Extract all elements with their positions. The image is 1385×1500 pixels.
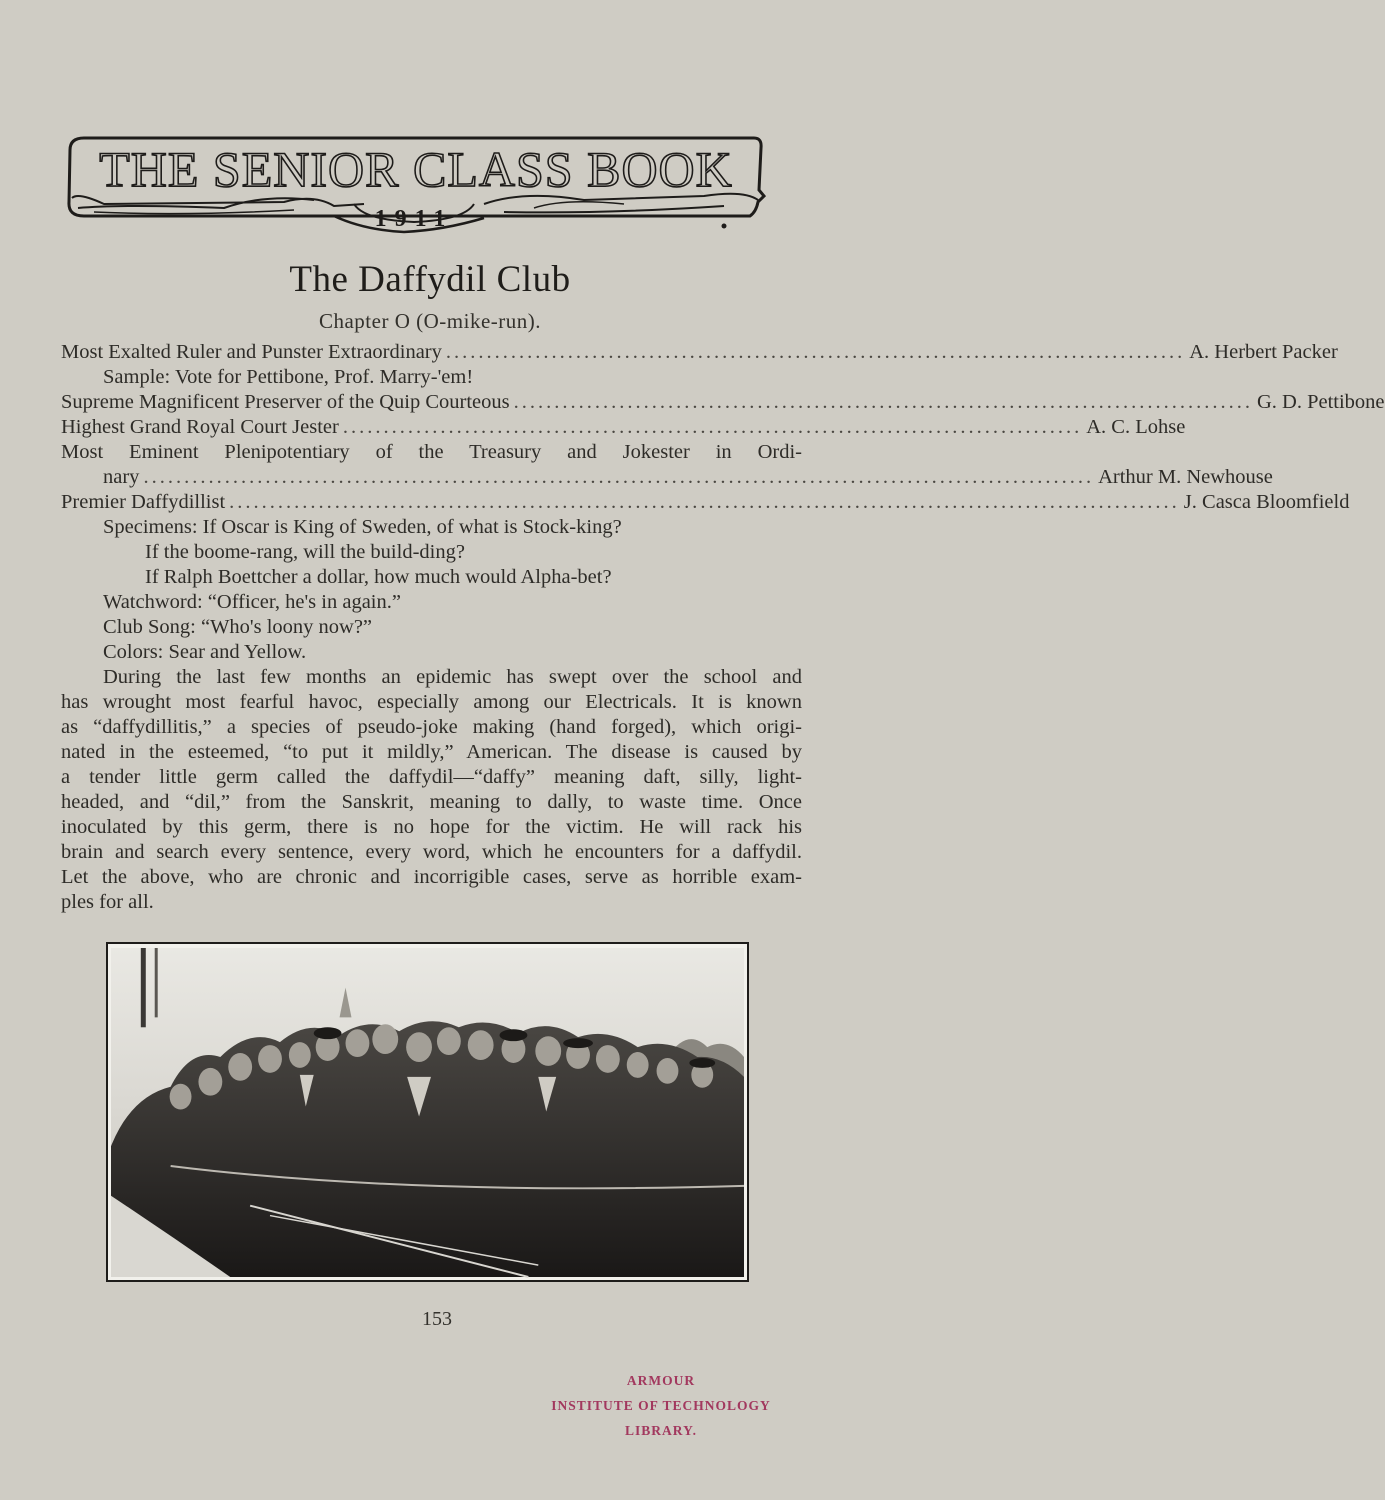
officer-line: Premier Daffydillist ..................................................................................................................... J. Casca Bloomfield bbox=[61, 491, 1350, 513]
club-song-line: Club Song: “Who's loony now?” bbox=[103, 616, 373, 638]
paragraph-line: headed, and “dil,” from the Sanskrit, meaning to dally, to waste time. Once bbox=[61, 791, 802, 813]
senior-class-book-banner bbox=[64, 134, 764, 242]
page-number: 153 bbox=[422, 1308, 452, 1330]
colors-line: Colors: Sear and Yellow. bbox=[103, 641, 307, 663]
specimen-line: If the boome-rang, will the build-ding? bbox=[145, 541, 465, 563]
officer-title: Supreme Magnificent Preserver of the Quip Courteous bbox=[61, 391, 510, 413]
treasury-title-line: Most Eminent Plenipotentiary of the Treasury and Jokester in Ordi- bbox=[61, 441, 802, 463]
officer-title: nary bbox=[103, 466, 140, 488]
officer-name: J. Casca Bloomfield bbox=[1183, 491, 1350, 513]
officer-line: Highest Grand Royal Court Jester ........................................................................................... A. C. Lohse bbox=[61, 416, 1186, 438]
paragraph-line: Let the above, who are chronic and incorrigible cases, serve as horrible exam- bbox=[61, 866, 802, 888]
paragraph-line: ples for all. bbox=[61, 891, 154, 913]
officer-title: Premier Daffydillist bbox=[61, 491, 226, 513]
stamp-line: INSTITUTE OF TECHNOLOGY bbox=[551, 1398, 771, 1413]
banner-art bbox=[64, 134, 764, 242]
group-photo-image bbox=[111, 948, 744, 1277]
officer-name: A. Herbert Packer bbox=[1189, 341, 1338, 363]
officer-line: nary ..................................................................................................................... Arthur M. Newhouse bbox=[61, 465, 802, 490]
paragraph-line: nated in the esteemed, “to put it mildly,” American. The disease is caused by bbox=[61, 741, 802, 763]
officer-line: Most Exalted Ruler and Punster Extraordinary ........................................................................................... A. Herbert Packer bbox=[61, 341, 1338, 363]
group-photo bbox=[106, 942, 749, 1282]
article-title: The Daffydil Club bbox=[289, 259, 571, 300]
library-stamp bbox=[530, 1368, 792, 1443]
banner-title: THE SENIOR CLASS BOOK bbox=[99, 141, 733, 197]
sample-line: Sample: Vote for Pettibone, Prof. Marry-'em! bbox=[103, 366, 474, 388]
specimen-line: Specimens: If Oscar is King of Sweden, of what is Stock-king? bbox=[103, 516, 622, 538]
stamp-line: LIBRARY. bbox=[625, 1423, 697, 1438]
banner-year: 1911 bbox=[374, 206, 454, 232]
officer-name: Arthur M. Newhouse bbox=[1098, 466, 1273, 488]
paragraph-line: as “daffydillitis,” a species of pseudo-joke making (hand forged), which origi- bbox=[61, 716, 802, 738]
officer-name: A. C. Lohse bbox=[1086, 416, 1186, 438]
chapter-line: Chapter O (O-mike-run). bbox=[318, 309, 541, 333]
paragraph-line: During the last few months an epidemic has swept over the school and bbox=[103, 666, 802, 688]
paragraph-line: has wrought most fearful havoc, especially among our Electricals. It is known bbox=[61, 691, 802, 713]
watchword-line: Watchword: “Officer, he's in again.” bbox=[103, 591, 401, 613]
officer-line: Supreme Magnificent Preserver of the Quip Courteous ........................................................................................... G. D. Pettibone bbox=[61, 391, 1385, 413]
specimen-line: If Ralph Boettcher a dollar, how much would Alpha-bet? bbox=[145, 566, 612, 588]
officer-title: Most Exalted Ruler and Punster Extraordinary bbox=[61, 341, 442, 363]
stamp-line: ARMOUR bbox=[626, 1373, 696, 1388]
paragraph-line: a tender little germ called the daffydil—“daffy” meaning daft, silly, light- bbox=[61, 766, 802, 788]
paragraph-line: brain and search every sentence, every word, which he encounters for a daffydil. bbox=[61, 841, 802, 863]
paragraph-line: inoculated by this germ, there is no hope for the victim. He will rack his bbox=[61, 816, 802, 838]
officer-title: Highest Grand Royal Court Jester bbox=[61, 416, 339, 438]
officer-name: G. D. Pettibone bbox=[1256, 391, 1385, 413]
